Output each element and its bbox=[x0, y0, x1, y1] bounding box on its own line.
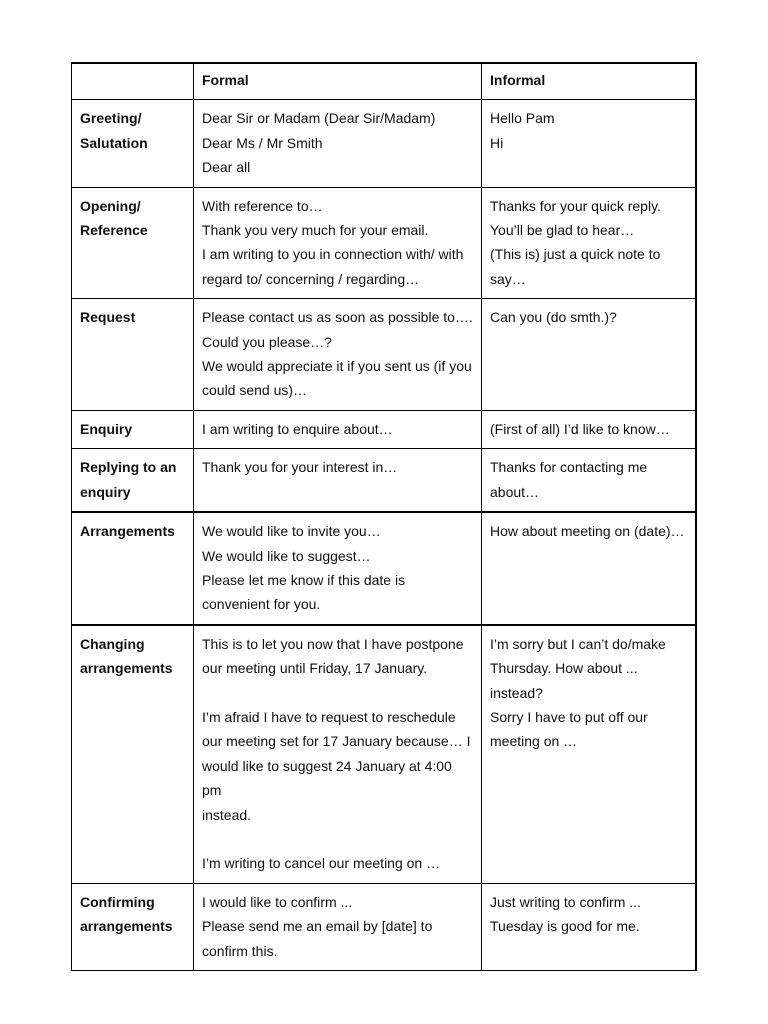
formal-phrase: Thank you for your interest in… bbox=[202, 459, 398, 476]
informal-cell bbox=[482, 299, 696, 411]
informal-phrase: Sorry I have to put off our bbox=[490, 708, 648, 725]
row-label-line: enquiry bbox=[80, 483, 131, 500]
formal-cell bbox=[194, 187, 482, 299]
table-row bbox=[72, 449, 696, 512]
formal-phrase-gap bbox=[202, 827, 473, 851]
table-row bbox=[72, 299, 696, 411]
row-label-line: Opening/ bbox=[80, 197, 141, 214]
formal-cell bbox=[194, 100, 482, 187]
row-label-line: Request bbox=[80, 309, 136, 326]
informal-phrase: You’ll be glad to hear… bbox=[490, 222, 635, 239]
informal-phrase: Hello Pam bbox=[490, 110, 555, 127]
table-row bbox=[72, 410, 696, 448]
informal-cell bbox=[482, 100, 696, 187]
informal-phrase: How about meeting on (date)… bbox=[490, 523, 685, 540]
row-label-line: Salutation bbox=[80, 134, 148, 151]
informal-cell bbox=[482, 883, 696, 970]
row-label-line: Replying to an bbox=[80, 459, 177, 476]
informal-cell bbox=[482, 187, 696, 299]
informal-phrase: about… bbox=[490, 483, 540, 500]
table-row bbox=[72, 883, 696, 970]
informal-phrase: I’m sorry but I can’t do/make bbox=[490, 635, 666, 652]
informal-phrase: Thanks for contacting me bbox=[490, 459, 648, 476]
formal-phrase-gap bbox=[202, 681, 473, 705]
formal-phrase: could send us)… bbox=[202, 382, 308, 399]
formal-cell bbox=[194, 449, 482, 512]
row-label bbox=[72, 187, 194, 299]
row-label-line: Greeting/ bbox=[80, 110, 142, 127]
formal-phrase: I am writing to enquire about… bbox=[202, 420, 393, 437]
informal-phrase: Thanks for your quick reply. bbox=[490, 197, 661, 214]
informal-phrase: instead? bbox=[490, 684, 543, 701]
informal-phrase: Thursday. How about ... bbox=[490, 660, 638, 677]
informal-phrase: Just writing to confirm ... bbox=[490, 893, 641, 910]
formal-phrase: convenient for you. bbox=[202, 596, 321, 613]
row-label bbox=[72, 625, 194, 884]
formal-phrase: I’m writing to cancel our meeting on … bbox=[202, 855, 441, 872]
formal-phrase: I would like to confirm ... bbox=[202, 893, 353, 910]
formal-phrase: Dear Sir or Madam (Dear Sir/Madam) bbox=[202, 110, 436, 127]
informal-phrase: Hi bbox=[490, 134, 504, 151]
formal-phrase: Please send me an email by [date] to bbox=[202, 918, 433, 935]
formal-cell bbox=[194, 512, 482, 625]
row-label bbox=[72, 410, 194, 448]
formal-phrase: our meeting set for 17 January because… I bbox=[202, 733, 471, 750]
row-label bbox=[72, 883, 194, 970]
formal-phrase: We would like to invite you… bbox=[202, 523, 381, 540]
formal-phrase: confirm this. bbox=[202, 942, 278, 959]
formal-phrase: our meeting until Friday, 17 January. bbox=[202, 660, 428, 677]
row-label-line: Reference bbox=[80, 222, 148, 239]
informal-cell bbox=[482, 449, 696, 512]
formal-phrase: instead. bbox=[202, 806, 252, 823]
informal-cell bbox=[482, 410, 696, 448]
row-label bbox=[72, 449, 194, 512]
row-label-line: arrangements bbox=[80, 660, 173, 677]
table-row bbox=[72, 187, 696, 299]
row-label-line: Enquiry bbox=[80, 420, 133, 437]
formal-phrase: Thank you very much for your email. bbox=[202, 222, 429, 239]
informal-phrase: say… bbox=[490, 270, 526, 287]
formal-phrase: I am writing to you in connection with/ with bbox=[202, 246, 464, 263]
table-row bbox=[72, 625, 696, 884]
formal-cell bbox=[194, 625, 482, 884]
formal-phrase: Dear all bbox=[202, 159, 251, 176]
row-label bbox=[72, 299, 194, 411]
header-informal: Informal bbox=[482, 63, 696, 100]
row-label-line: Confirming bbox=[80, 893, 155, 910]
formal-cell bbox=[194, 410, 482, 448]
formal-phrase: We would like to suggest… bbox=[202, 547, 371, 564]
formal-phrase: Could you please…? bbox=[202, 333, 332, 350]
informal-phrase: Can you (do smth.)? bbox=[490, 309, 617, 326]
formal-phrase: I’m afraid I have to request to reschedule bbox=[202, 708, 456, 725]
formal-phrase: With reference to… bbox=[202, 197, 323, 214]
informal-phrase: Tuesday is good for me. bbox=[490, 918, 640, 935]
row-label bbox=[72, 512, 194, 625]
informal-phrase: (This is) just a quick note to bbox=[490, 246, 661, 263]
table-row bbox=[72, 100, 696, 187]
row-label bbox=[72, 100, 194, 187]
informal-cell bbox=[482, 512, 696, 625]
table-header-row bbox=[72, 63, 696, 100]
formal-phrase: Please let me know if this date is bbox=[202, 571, 406, 588]
formal-phrase: Please contact us as soon as possible to…. bbox=[202, 309, 473, 326]
formal-phrase: We would appreciate it if you sent us (if you bbox=[202, 358, 472, 375]
row-label-line: arrangements bbox=[80, 918, 173, 935]
formal-phrase: This is to let you now that I have postpone bbox=[202, 635, 464, 652]
row-label-line: Arrangements bbox=[80, 523, 175, 540]
header-blank-cell bbox=[72, 63, 194, 100]
phrases-table bbox=[71, 62, 697, 971]
formal-cell bbox=[194, 883, 482, 970]
row-label-line: Changing bbox=[80, 635, 145, 652]
informal-phrase: meeting on … bbox=[490, 733, 578, 750]
formal-phrase: regard to/ concerning / regarding… bbox=[202, 270, 420, 287]
header-formal: Formal bbox=[194, 63, 482, 100]
informal-cell bbox=[482, 625, 696, 884]
formal-phrase: would like to suggest 24 January at 4:00 pm bbox=[202, 757, 452, 799]
table-row bbox=[72, 512, 696, 625]
formal-phrase: Dear Ms / Mr Smith bbox=[202, 134, 323, 151]
informal-phrase: (First of all) I’d like to know… bbox=[490, 420, 670, 437]
formal-cell bbox=[194, 299, 482, 411]
